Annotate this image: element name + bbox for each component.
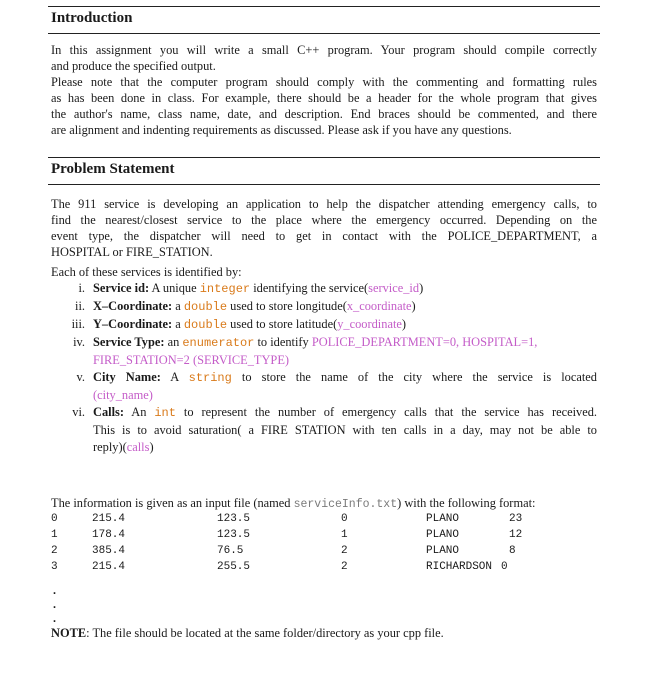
table-cell: RICHARDSON (426, 561, 493, 573)
intro-line: Please note that the computer program should comply with the commenting and formatting rules (51, 75, 597, 89)
file-name: serviceInfo.txt (293, 498, 398, 511)
type-keyword: enumerator (182, 336, 255, 350)
item-number: i. (78, 281, 85, 295)
file-info (51, 495, 597, 513)
table-cell: 255.5 (217, 561, 251, 573)
item-text: ) (149, 440, 154, 454)
problem-line: find the nearest/closest service to the place where the emergency occurred. Depending on the (51, 213, 597, 227)
item-label: X–Coordinate: (93, 299, 173, 313)
list-intro (51, 264, 597, 280)
problem-statement-heading-bar (48, 157, 600, 185)
list-intro-text: Each of these services is identified by: (51, 265, 242, 279)
table-cell: 0 (51, 513, 58, 525)
type-keyword: double (183, 300, 228, 314)
intro-line: are alignment and indenting requirements as discussed. Please ask if you have any questions. (51, 123, 512, 137)
dot: . (53, 597, 56, 611)
item-number: vi. (72, 405, 85, 419)
item-text: A (160, 370, 189, 384)
item-text: an (164, 335, 183, 349)
file-info-text: The information is given as an input file (named (51, 496, 294, 510)
dot: . (53, 583, 56, 597)
introduction-paragraph (51, 42, 597, 138)
code-identifier: calls (126, 440, 150, 454)
introduction-heading-bar (48, 6, 600, 34)
item-text: used to store longitude( (227, 299, 347, 313)
code-identifier: (city_name) (93, 388, 153, 402)
table-cell: 23 (509, 513, 523, 525)
table-cell: 1 (341, 529, 348, 541)
enum-values-continued: FIRE_STATION=2 (SERVICE_TYPE) (93, 353, 290, 367)
dot: . (53, 611, 56, 625)
type-keyword: integer (199, 282, 251, 296)
item-text: a (172, 317, 184, 331)
list-item (51, 369, 597, 404)
input-file-table (51, 513, 591, 577)
note-label: NOTE (51, 626, 87, 640)
note (51, 626, 444, 641)
item-text: This is to avoid saturation( a FIRE STATION with ten calls in a day, may not be able to (93, 423, 597, 437)
code-identifier: service_id (368, 281, 420, 295)
item-label: Service id: (93, 281, 150, 295)
table-cell: 0 (501, 561, 508, 573)
item-text: used to store latitude( (227, 317, 338, 331)
list-item (51, 298, 597, 316)
item-text: An (123, 405, 155, 419)
table-row (51, 529, 591, 545)
item-text: a (172, 299, 184, 313)
table-row (51, 561, 591, 577)
service-fields-list (51, 280, 597, 456)
item-number: iii. (71, 317, 85, 331)
intro-line: In this assignment you will write a small C++ program. Your program should compile correctly (51, 43, 597, 57)
problem-line: The 911 service is developing an application to help the dispatcher attending emergency calls, to (51, 197, 597, 211)
item-text: to store the name of the city where the service is located (231, 370, 598, 384)
item-text: A unique (149, 281, 200, 295)
table-cell: 76.5 (217, 545, 244, 557)
list-item (51, 404, 597, 456)
note-text: : The file should be located at the same folder/directory as your cpp file. (86, 626, 444, 640)
table-row (51, 513, 591, 529)
item-text: ) (419, 281, 424, 295)
introduction-heading: Introduction (51, 10, 133, 26)
file-info-text: ) with the following format: (397, 496, 536, 510)
item-text: reply)( (93, 440, 127, 454)
item-text: to represent the number of emergency calls that the service has received. (175, 405, 597, 419)
intro-line: as has been done in class. For example, there should be a header for the whole program that gives (51, 91, 597, 105)
list-item (51, 316, 597, 334)
table-cell: 178.4 (92, 529, 126, 541)
continuation-dots (53, 583, 56, 625)
type-keyword: double (183, 318, 228, 332)
problem-line: event type, the dispatcher will need to get in contact with the POLICE_DEPARTMENT, a (51, 229, 597, 243)
table-cell: 2 (341, 545, 348, 557)
item-number: iv. (73, 335, 85, 349)
table-row (51, 545, 591, 561)
table-cell: 215.4 (92, 561, 126, 573)
table-cell: 215.4 (92, 513, 126, 525)
enum-values: POLICE_DEPARTMENT=0, HOSPITAL=1, (311, 335, 538, 349)
list-item (51, 280, 597, 298)
intro-line: the author's name, class name, date, and description. End braces should be commented, and there (51, 107, 597, 121)
table-cell: 2 (51, 545, 58, 557)
list-item (51, 334, 597, 369)
item-label: Calls: (93, 405, 124, 419)
table-cell: 385.4 (92, 545, 126, 557)
type-keyword: string (188, 371, 232, 385)
table-cell: PLANO (426, 513, 460, 525)
table-cell: 123.5 (217, 513, 251, 525)
intro-line: and produce the specified output. (51, 59, 216, 73)
code-identifier: y_coordinate (337, 317, 402, 331)
item-number: ii. (75, 299, 85, 313)
table-cell: 8 (509, 545, 516, 557)
table-cell: 12 (509, 529, 523, 541)
table-cell: 3 (51, 561, 58, 573)
code-identifier: x_coordinate (346, 299, 412, 313)
table-cell: 123.5 (217, 529, 251, 541)
table-cell: 2 (341, 561, 348, 573)
table-cell: PLANO (426, 545, 460, 557)
table-cell: PLANO (426, 529, 460, 541)
item-label: Service Type: (93, 335, 165, 349)
table-cell: 1 (51, 529, 58, 541)
item-text: ) (401, 317, 407, 331)
problem-statement-heading: Problem Statement (51, 161, 175, 177)
item-number: v. (76, 370, 85, 384)
item-text: ) (411, 299, 416, 313)
item-label: Y–Coordinate: (93, 317, 173, 331)
table-cell: 0 (341, 513, 348, 525)
item-label: City Name: (93, 370, 161, 384)
item-text: identifying the service( (250, 281, 369, 295)
problem-line: HOSPITAL or FIRE_STATION. (51, 245, 213, 259)
problem-paragraph (51, 196, 597, 260)
item-text: to identify (254, 335, 312, 349)
type-keyword: int (154, 406, 176, 420)
